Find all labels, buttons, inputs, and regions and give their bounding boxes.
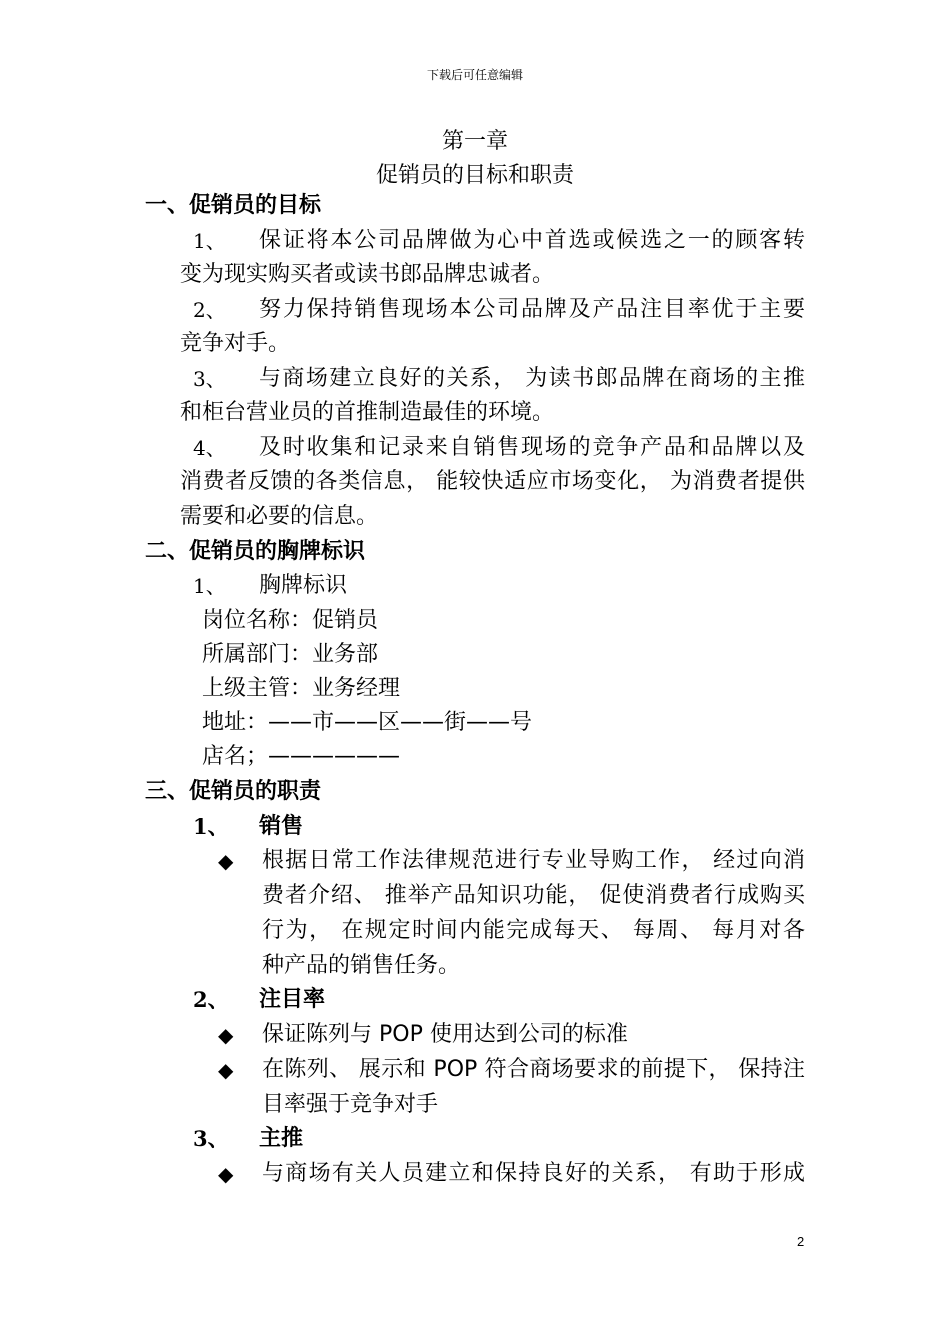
item-number: 3、 [193, 1126, 229, 1151]
subheading: 销售 [259, 814, 304, 839]
badge-field-department: 所属部门：业务部 [202, 642, 379, 667]
paragraph-line: 和柜台营业员的首推制造最佳的环境。 [180, 400, 555, 425]
page-header: 下载后可任意编辑 [426, 68, 523, 82]
section-heading-1: 一、促销员的目标 [145, 193, 322, 218]
item-number: 1、 [193, 574, 226, 598]
diamond-bullet-icon: ◆ [218, 1162, 234, 1186]
diamond-bullet-icon: ◆ [218, 1058, 234, 1082]
item-number: 1、 [193, 814, 229, 839]
item-number: 4、 [193, 436, 226, 460]
badge-field-supervisor: 上级主管：业务经理 [202, 676, 401, 701]
item-number: 1、 [193, 229, 226, 253]
bullet-line: 根据日常工作法律规范进行专业导购工作， 经过向消 [262, 848, 805, 873]
paragraph-line: 与商场建立良好的关系， 为读书郎品牌在商场的主推 [259, 366, 805, 391]
bullet-line: 行为， 在规定时间内能完成每天、 每周、 每月对各 [262, 918, 805, 943]
paragraph-line: 消费者反馈的各类信息， 能较快适应市场变化， 为消费者提供 [180, 469, 805, 494]
paragraph-line: 变为现实购买者或读书郎品牌忠诚者。 [180, 262, 555, 287]
bullet-line: 种产品的销售任务。 [262, 953, 461, 978]
section-heading-2: 二、促销员的胸牌标识 [145, 539, 366, 564]
diamond-bullet-icon: ◆ [218, 849, 234, 873]
paragraph-line: 努力保持销售现场本公司品牌及产品注目率优于主要 [259, 297, 805, 322]
badge-field-address: 地址：——市——区——街——号 [202, 710, 533, 735]
bullet-line: 目率强于竞争对手 [262, 1092, 439, 1117]
bullet-line: 费者介绍、 推举产品知识功能， 促使消费者行成购买 [262, 883, 805, 908]
chapter-title: 促销员的目标和职责 [375, 163, 574, 188]
item-number: 2、 [193, 298, 226, 322]
item-number: 3、 [193, 367, 226, 391]
bullet-line: 保证陈列与 POP 使用达到公司的标准 [262, 1022, 628, 1047]
subheading: 注目率 [259, 987, 326, 1012]
paragraph-line: 保证将本公司品牌做为心中首选或候选之一的顾客转 [259, 228, 805, 253]
badge-field-store: 店名；—————— [202, 744, 401, 769]
chapter-label: 第一章 [441, 129, 508, 154]
diamond-bullet-icon: ◆ [218, 1023, 234, 1047]
paragraph-line: 竞争对手。 [180, 331, 291, 356]
page-number: 2 [797, 1234, 805, 1249]
bullet-line: 在陈列、 展示和 POP 符合商场要求的前提下， 保持注 [262, 1057, 805, 1082]
section-heading-3: 三、促销员的职责 [145, 779, 322, 804]
paragraph-line: 及时收集和记录来自销售现场的竞争产品和品牌以及 [259, 435, 805, 460]
subheading: 主推 [259, 1126, 304, 1151]
subheading: 胸牌标识 [259, 573, 348, 598]
badge-field-position: 岗位名称：促销员 [202, 608, 379, 633]
bullet-line: 与商场有关人员建立和保持良好的关系， 有助于形成 [262, 1161, 805, 1186]
paragraph-line: 需要和必要的信息。 [180, 504, 379, 529]
item-number: 2、 [193, 987, 229, 1012]
